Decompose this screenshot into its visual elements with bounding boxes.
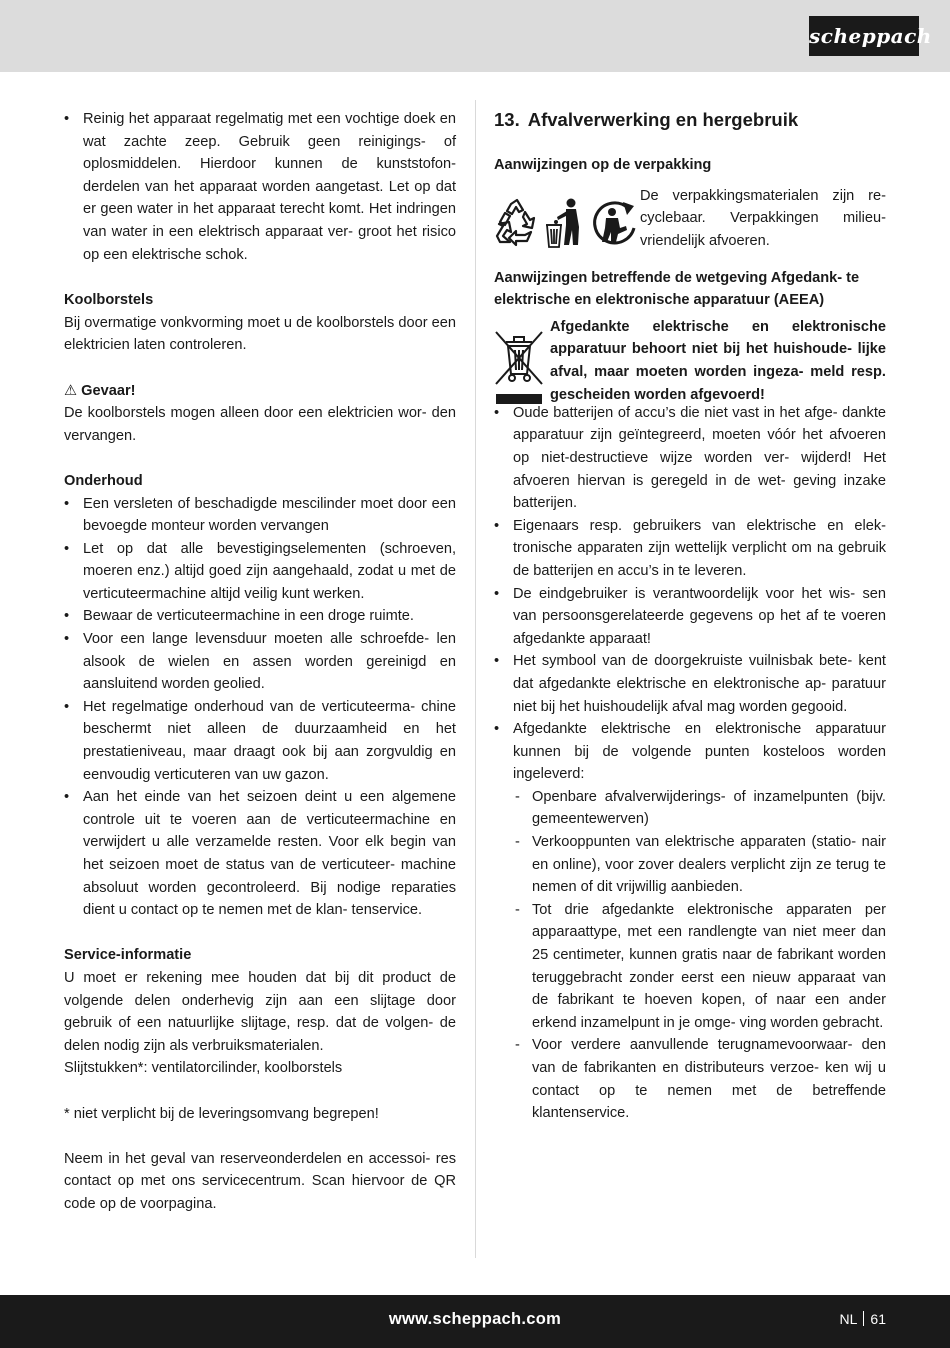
onderhoud-list — [64, 493, 456, 922]
warning-triangle-icon: ⚠ — [64, 382, 78, 399]
section-title-text: Afvalverwerking en hergebruik — [527, 109, 799, 130]
dash-item: - Voor verdere aanvullende terugnamevoorwaar- den van de fabrikanten en distributeurs verzoe- ken wij u contact op te nemen met de betreffende klantenservice. — [513, 1034, 886, 1124]
website-url[interactable]: www.scheppach.com — [388, 1310, 562, 1328]
aeea-bold-text: Afgedankte elektrische en elektronische apparatuur behoort niet bij het huishoude- lijke afval, maar moeten worden ingeza- meld resp. gescheiden worden afgevoerd! — [550, 318, 886, 403]
wear-parts: Slijtstukken*: ventilatorcilinder, koolborstels — [64, 1060, 343, 1077]
brand-logo: scheppach — [809, 16, 919, 56]
page-separator — [863, 1311, 864, 1326]
list-item: • Aan het einde van het seizoen deint u een algemene controle uit te voeren aan de verticuteermachine en verwijdert u alle verzamelde resten. Voor elk begin van het seizoen moet de status van de verticuteer- machine absoluut worden gecontroleerd. Bij nodige reparaties dient u contact op te nemen met de klan- tenservice. — [64, 786, 456, 922]
section-title — [494, 108, 886, 132]
aeea-list — [494, 402, 886, 1125]
packaging-text: De verpakkingsmaterialen zijn re- cyclebaar. Verpakkingen milieu- vriendelijk afvoeren. — [640, 187, 886, 249]
page-indicator — [840, 1295, 886, 1343]
onderhoud-heading: Onderhoud — [64, 472, 143, 489]
right-column — [494, 108, 886, 1125]
dash-item: - Verkooppunten van elektrische apparaten (statio- nair en online), voor zover dealers verplicht zijn ze terug te nemen of dit vrijwillig aanbieden. — [513, 831, 886, 899]
cleaning-bullet: • Reinig het apparaat regelmatig met een vochtige doek en wat zachte zeep. Gebruik geen reinigings- of oplosmiddelen. Hierdoor kunnen de kunststofon- derdelen van het apparaat worden aangetast. Let op dat er geen water in het apparaat terecht komt. Het indringen van water in een elektrisch apparaat ver- groot het risico op een elektrische schok. — [64, 108, 456, 266]
spare-parts-text: Neem in het geval van reserveonderdelen en accessoi- res contact op met ons servicecentrum. Scan hiervoor de QR code op de voorpagina. — [64, 1150, 456, 1212]
koolborstels-heading: Koolborstels — [64, 292, 154, 309]
danger-label: Gevaar! — [81, 382, 136, 399]
list-item: • Het symbool van de doorgekruiste vuilnisbak bete- kent dat afgedankte elektrische en elektronische ap- paratuur niet bij het huishoudelijk afval mag worden gegooid. — [494, 650, 886, 718]
list-item: • Het regelmatige onderhoud van de verticuteerma- chine beschermt niet alleen de duurzaamheid en het prestatieniveau, maar draagt ook bij aan zorgvuldig en eenvoudig verticuteren van uw gazon. — [64, 696, 456, 786]
recycle-icon — [494, 198, 540, 248]
list-item: • Voor een lange levensduur moeten alle schroefde- len alsook de wielen en assen worden gereinigd en aansluitend worden geolied. — [64, 628, 456, 696]
packaging-heading: Aanwijzingen op de verpakking — [494, 157, 712, 173]
list-item: • Eigenaars resp. gebruikers van elektrische en elek- tronische apparaten zijn wettelijk verplicht om na gebruik de batterijen en accu’s in te leveren. — [494, 515, 886, 583]
danger-text: De koolborstels mogen alleen door een elektricien wor- den vervangen. — [64, 405, 456, 444]
koolborstels-text: Bij overmatige vonkvorming moet u de koolborstels door een elektricien laten controleren. — [64, 314, 456, 354]
free-return-points — [513, 786, 886, 1125]
litter-bin-icon — [545, 197, 585, 249]
list-item: • Let op dat alle bevestigingselementen (schroeven, moeren enz.) altijd goed zijn aangehaald, zodat u met de verticuteermachine altijd veilig kunt werken. — [64, 538, 456, 606]
danger-heading — [64, 380, 456, 403]
footer-band — [0, 1295, 950, 1348]
column-divider — [475, 100, 476, 1258]
section-number: 13. — [494, 109, 520, 130]
packaging-icons — [494, 191, 640, 253]
list-item: • Een versleten of beschadigde mescilinder moet door een bevoegde monteur worden vervangen — [64, 493, 456, 538]
cleaning-list — [64, 108, 456, 266]
language-code: NL — [839, 1311, 858, 1327]
aeea-heading: Aanwijzingen betreffende de wetgeving Afgedank- te elektrische en elektronische apparatuur (AEEA) — [494, 269, 860, 309]
eco-hand-icon — [590, 198, 640, 248]
page-number: 61 — [870, 1311, 886, 1327]
list-item: • De eindgebruiker is verantwoordelijk voor het wis- sen van persoonsgerelateerde gegevens op het af te voeren afgedankte apparaat! — [494, 583, 886, 651]
free-return-intro: • Afgedankte elektrische en elektronische apparatuur kunnen bij de volgende punten kosteloos worden ingeleverd: — [513, 721, 886, 783]
service-heading: Service-informatie — [64, 947, 192, 964]
list-item: • Bewaar de verticuteermachine in een droge ruimte. — [64, 605, 456, 628]
dash-item: - Tot drie afgedankte elektronische apparaten per apparaattype, met een randlengte van niet meer dan 25 centimeter, kunnen gratis naar de fabrikant worden teruggebracht zonder eerst een nieuw apparaat van de fabrikant te hoeven kopen, of naar een ander erkend inzamelpunt in je omge- ving worden gebracht. — [513, 899, 886, 1035]
header-band — [0, 0, 950, 72]
crossed-out-bin-icon — [494, 328, 544, 412]
left-column — [64, 108, 456, 1216]
packaging-row — [494, 187, 886, 253]
list-item: • Oude batterijen of accu’s die niet vast in het afge- dankte apparatuur zijn geïntegreerd, moeten vóór het afvoeren op niet-destructieve wijze worden ver- wijderd! Het afvoeren hiervan is geregeld in de wet- geving inzake batterijen. — [494, 402, 886, 515]
list-item — [494, 718, 886, 1125]
service-text: U moet er rekening mee houden dat bij dit product de volgende delen onderhevig zijn aan een slijtage door gebruik of een natuurlijke slijtage, resp. dat de volgen- de delen nodig zijn als verbruiksmaterialen. — [64, 969, 456, 1054]
footnote: * niet verplicht bij de leveringsomvang begrepen! — [64, 1105, 379, 1122]
dash-item: - Openbare afvalverwijderings- of inzamelpunten (bijv. gemeentewerven) — [513, 786, 886, 831]
